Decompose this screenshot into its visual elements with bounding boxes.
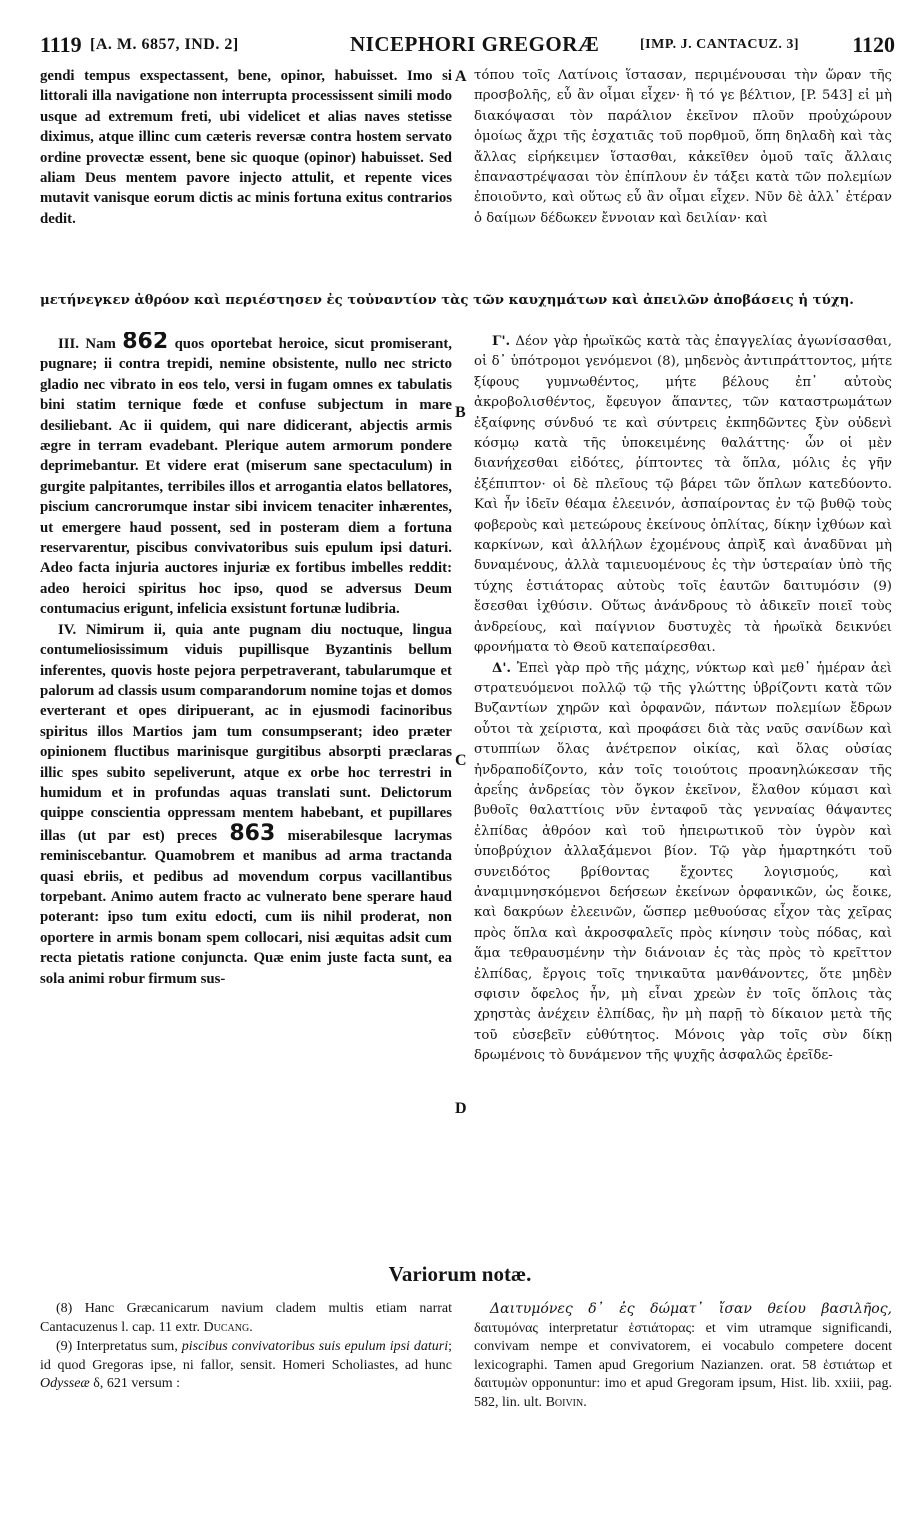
note-8	[40, 1300, 452, 1337]
homer-quote: Δαιτυμόνες δ᾽ ἐς δώματ᾽ ἴσαν θείου βασιλῆος,	[490, 1301, 892, 1317]
edition-page-number-862: 862	[122, 332, 169, 354]
latin-column-main	[40, 332, 452, 1262]
section-label-delta: Δ'.	[492, 660, 512, 676]
margin-letter-b: B	[455, 404, 466, 421]
latin-section-iv	[40, 620, 452, 989]
greek-column-top	[474, 66, 892, 271]
note-9-text-a: (9) Interpretatus sum,	[56, 1339, 178, 1354]
latin-iv-text-b: miserabilesque lacrymas reminiscebantur. Quamobrem et manibus ad arma tractanda quasi ebriis, et pedibus ad movendum corpus vacillantibus torpebant. Animo autem fracto ac vulnerato bene sperare haud poterant: ipso tum exitu edocti, cum iis nihil proderat, non oportere in armis bonam spem collocari, nisi æquitas adsit cum recta pietatis ratione conjuncta. Quæ enim juste facta sunt, ea sola animi robur firmum sus-	[40, 827, 452, 987]
note-9-text-c: ; id quod Gregoras ipse, ni fallor, sensit. Homeri Scholiastes, ad hunc	[40, 1339, 452, 1373]
greek-section-gamma	[474, 332, 892, 659]
page-number-right: 1120	[852, 32, 895, 57]
notes-heading: Variorum notæ.	[388, 1262, 532, 1286]
note-8-text: (8) Hanc Græcanicarum navium cladem multis etiam narrat Cantacuzenus l. cap. 11 extr.	[40, 1301, 452, 1335]
note-8-author: Ducang.	[203, 1319, 253, 1335]
margin-letter-d: D	[455, 1100, 467, 1117]
greek-paragraph-opening: τόπου τοῖς Λατίνοις ἵστασαν, περιμένουσαι τὴν ὥραν τῆς προσβολῆς, εὖ ἂν οἶμαι εἶχεν· ἢ τό γε βέλτιον, [P. 543] εἰ μὴ διακόψασαι τὸν παράλιον ἐκεῖνον πλοῦν προὐχώρουν ὁμοίως ἄχρι τῆς ἐσχατιᾶς τοῦ πορθμοῦ, ὅπη δηλαδὴ καὶ τὰς ἄλλας εἰρήκειμεν ἵστασθαι, κἀκεῖθεν ὁμοῦ ταῖς ἄλλαις ἐπαναστρέψασαι τὸν ἐπίπλουν ἐν τάξει κατὰ τῶν πολεμίων ἐποιοῦντο, καὶ οὕτως εὖ ἂν οἶμαι εἶχεν. Νῦν δὲ ἀλλ᾽ ἑτέραν ὁ δαίμων δέδωκεν ἔννοιαν καὶ δειλίαν· καὶ	[474, 68, 892, 226]
latin-iv-text-a: Nimirum ii, quia ante pugnam diu noctuque, lingua contumeliosissimum viduis pupillisque Byzantinis bellum inferentes, quovis hoste pejora perpetraverant, tabularumque et palorum ad classis usum comparandorum nomine tojas et domos everterant et opes diripuerant, ac in ejusmodi facinoribus spiritus illos Martios jam tum consumpserant; ideo præter opinionem fluctibus marinisque gurgitibus absorpti præclaras illic spes subito sepeliverunt, atque ex orbe hoc terrestri in humidum et in profundas aquas translati sunt. Delictorum quippe conscientia oppressam mentem habebant, et pupillares illas (ut par est) preces	[40, 621, 452, 844]
edition-page-number-863: 863	[229, 820, 276, 846]
note-9	[40, 1338, 452, 1394]
note-9-author: Boivin.	[545, 1394, 587, 1410]
section-label-iii: III.	[58, 336, 79, 352]
margin-letter-a: A	[455, 68, 467, 85]
section-label-iv: IV.	[58, 621, 77, 638]
greek-section-delta	[474, 659, 892, 1067]
note-9-italic-work: Odysseæ	[40, 1376, 90, 1391]
note-9-text-e: δ, 621 versum :	[93, 1376, 180, 1391]
latin-iii-start: Nam	[85, 336, 116, 352]
page-header	[40, 32, 895, 62]
notes-left-column	[40, 1300, 452, 1395]
section-label-gamma: Γ'.	[492, 334, 511, 349]
latin-iii-text: quos oportebat heroice, sicut promiserant, pugnare; ii contra trepidi, nemine obsistente, nullo nec stricto gladio nec vibrato in eos telo, versi in fugam omnes ex tabulatis bini statim ternique fœde et confuse subjectum in mare desiliebant. Ac ii quidem, qui nare didicerant, abjectis armis ægre in terram evadebant. Plerique autem armorum pondere deprimebantur. Et videre erat (miserum sane spectaculum) in gurgite palpitantes, terribiles illos et arrogantia elatos bellatores, piscium cancrorumque instar sibi invicem tenaciter inhærentes, ut emergere haud possent, sed in posteram diem a fortuna reservarentur, piscibus convivatoribus suis epulum ipsi daturi. Adeo facta injuria auctores injuriæ ex fortibus imbelles reddit: adeo heroici spiritus hoc ipso, quod se adversus Deum contumacius erigunt, infelicia exsistunt fortunæ ludibria.	[40, 336, 452, 618]
date-reference: [A. M. 6857, IND. 2]	[90, 36, 239, 53]
notes-right-column	[474, 1300, 892, 1413]
latin-paragraph-opening: gendi tempus exspectassent, bene, opinor, habuisset. Imo si littorali illa navigatione non interrupta processissent simili modo usque ad extremum freti, ubi videlicet et alias naves stetisse diximus, atque illinc cum cæteris reversæ contra hostem servato ordine provectæ essent, bene sic quoque (opinor) habuisset. Sed aliam Deus mentem pavore injecto attulit, et repente vices mutavit vanisque eorum dictis ac minis fortuna exitus contrarios dedit.	[40, 68, 452, 227]
page-number-left: 1119	[40, 32, 82, 57]
greek-column-main	[474, 332, 892, 1262]
reign-reference: [IMP. J. CANTACUZ. 3]	[640, 37, 800, 52]
greek-full-width-line: μετήνεγκεν ἀθρόον καὶ περιέστησεν ἐς τοὐναντίον τὰς τῶν καυχημάτων καὶ ἀπειλῶν ἀποβάσεις ἡ τύχη.	[40, 293, 854, 308]
note-9-continued-text: δαιτυμόνας interpretatur ἑστιάτορας: et vim utramque significandi, convivam nempe et convivatorem, ei vocabulo competere docent lexicographi. Tamen apud Gregorium Nazianzen. orat. 58 ἑστιάτωρ et δαιτυμὼν opponuntur: imo et apud Gregoram ipsum, Hist. lib. xxiii, pag. 582, lin. ult.	[474, 1320, 892, 1410]
latin-section-iii	[40, 332, 452, 620]
note-9-italic-quote: piscibus convivatoribus suis epulum ipsi daturi	[181, 1339, 449, 1354]
greek-delta-text: Ἐπεὶ γὰρ πρὸ τῆς μάχης, νύκτωρ καὶ μεθ᾽ ἡμέραν ἀεὶ στρατευόμενοι πολλῷ τῷ τῆς γλώττης ὑβρίζοντι κατὰ τῶν Βυζαντίων χηρῶν καὶ ὀρφανῶν, πάντων πολεμίων ἔδρων οὗτοι τὰ χείριστα, καὶ προφάσει διὰ τὰς ναῦς σανίδων καὶ στυππίων ὅλας ἀνέτρεπον οἰκίας, καὶ ὅλας οὐσίας ἠνδραποδίζοντο, κἀν τοῖς τοιούτοις προανηλώκεσαν τῆς ἀρεΐης ἀνδρείας τὸν ὄγκον ἐκεῖνον, ἔλαθον κύμασι καὶ βυθοῖς θαλαττίοις νῦν ἐνταφοῦ τὰς γενναίας θάψαντες ἐλπίδας ἀθρόον καὶ τοῦ ἠπειρωτικοῦ τὸν ὑγρὸν καὶ ὑποβρύχιον ἀλλαξάμενοι βίον. Τῷ γὰρ ἡμαρτηκότι τοῦ συνειδότος βρίθοντας ἔχοντες λογισμούς, καὶ ἀναμιμνησκόμενοι δεήσεων ἐκείνων ὀρφανικῶν, ὡς ἔοικε, καὶ δακρύων ἐλεεινῶν, ὥσπερ μεθυούσας εἶχον τὰς χεῖρας πρὸς ὅπλα καὶ ἀκροσφαλεῖς πρὸς κίνησιν τοὺς πόδας, καὶ ἅμα τεθραυσμένην τὴν διάνοιαν ἐς τὰς πρὸς τὸ κρεῖττον ἐλπίδας, ἔργοις τοῖς τηνικαῦτα μανθάνοντες, ὅτε μηδὲν σφισιν ὄφελος ἦν, μὴ εἶναι χρεὼν ἐν τοῖς ὅπλοις τὰς χρηστὰς ἀνέχειν ἐλπίδας, ἢν μὴ παρῇ τὸ δίκαιον μετὰ τῆς τοῦ εὐσεβεῖν εὐθύτητος. Μόνοις γὰρ τοῖς σὺν δίκῃ δρωμένοις τὸ δυνάμενον τῆς ψυχῆς ἀσφαλῶς ἐρεῖδε-	[474, 660, 892, 1064]
greek-gamma-text: Δέον γὰρ ἡρωϊκῶς κατὰ τὰς ἐπαγγελίας ἀγωνίσασθαι, οἱ δ᾽ ὑπότρομοι γενόμενοι (8), μηδενὸς ἀντιπράττοντος, μήτε ξίφους γυμνωθέντος, μήτε βέλους ἐπ᾽ αὐτοὺς ἀκροβολισθέντος, ἔφευγον ἅπαντες, τῶν καταστρωμάτων ἐξαίφνης σύνδυό τε καὶ σύντρεις ἐκπηδῶντες ξὺν οὐδενὶ κόσμῳ κατὰ τῆς ὑποκειμένης θαλάττης· ὧν οἱ μὲν διανήχεσθαι εἰδότες, ῥίπτοντες τὰ ὅπλα, μόλις ἐς γῆν ἐξέπιπτον· οἱ δὲ πλεῖους τῷ βάρει τῶν ὅπλων κατεδύοντο. Καὶ ἦν ἰδεῖν θέαμα ἐλεεινόν, ἀσπαίροντας ἐν τῷ βυθῷ τοὺς φοβεροὺς καὶ μετεώρους ἐκείνους ὁπλίτας, δίκην ἰχθύων καὶ καρκίνων, καὶ ἀλλήλων ἐχομένους ἀπρὶξ καὶ ἀναδῦναι μὴ δυναμένους, ἀλλὰ ταμιευομένους ἐς τὴν ὑστεραίαν ὑπὸ τῆς τύχης ἑστιάτορας αὐτοὺς τοῖς ἑαυτῶν δαιτυμόσιν (9) ἔσεσθαι ἰχθύσιν. Οὕτως ἀνάνδρους τὸ ἀδικεῖν ποιεῖ τοὺς ἀνδρείους, καὶ παίγνιον δυστυχὲς τὰ ἡρωϊκὰ δεικνύει φρονήματα τὸ Θεοῦ κατεπαίρεσθαι.	[474, 334, 892, 656]
note-9-continued	[474, 1300, 892, 1412]
margin-letter-c: C	[455, 752, 467, 769]
latin-column-top	[40, 66, 452, 271]
running-title: NICEPHORI GREGORÆ	[350, 32, 600, 56]
